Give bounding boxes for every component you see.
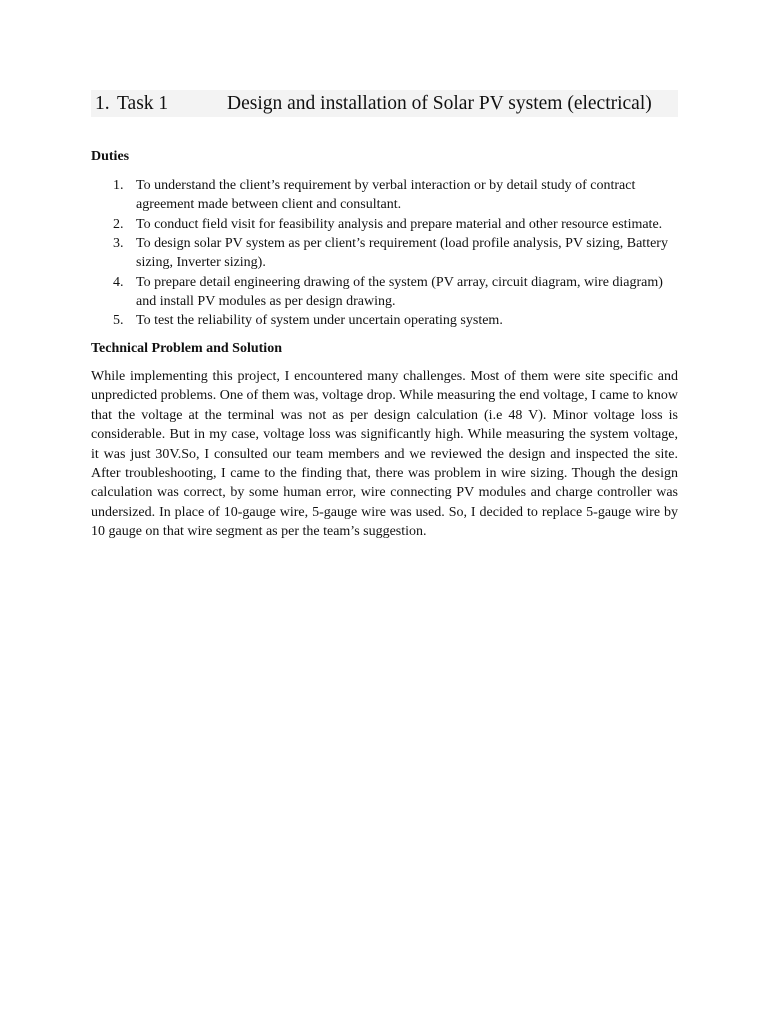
duty-text: To test the reliability of system under uncertain operating system. (136, 313, 503, 328)
heading-title: Design and installation of Solar PV system (electrical) (227, 93, 652, 114)
heading-number: 1. (95, 93, 110, 114)
duty-text: To prepare detail engineering drawing of the system (PV array, circuit diagram, wire diagram) and install PV modules as per design drawing. (136, 274, 663, 309)
duty-item (91, 311, 678, 330)
duty-item (91, 234, 678, 272)
duty-marker: 1. (113, 178, 124, 193)
duty-marker: 2. (113, 216, 124, 232)
duty-marker: 5. (113, 313, 124, 328)
duty-item (91, 273, 678, 311)
duties-title: Duties (91, 149, 130, 164)
duty-item (91, 215, 678, 234)
duty-marker: 3. (113, 236, 124, 251)
duty-item (91, 176, 678, 214)
task-heading (91, 90, 678, 117)
duties-list (91, 176, 678, 330)
technical-paragraph: While implementing this project, I encountered many challenges. Most of them were site specific and unpredicted problems. One of them was, voltage drop. While measuring the end voltage, I came to know that the voltage at the terminal was not as per design calculation (i.e 48 V). Minor voltage loss is considerable. But in my case, voltage loss was significantly high. While measuring the system voltage, it was just 30V.So, I consulted our team members and we reviewed the design and inspected the site. After troubleshooting, I came to the finding that, there was problem in wire sizing. Though the design calculation was correct, by some human error, wire connecting PV modules and charge controller was undersized. In place of 10-gauge wire, 5-gauge wire was used. So, I decided to replace 5-gauge wire by 10 gauge on that wire segment as per the team’s suggestion. (91, 369, 678, 540)
duty-text: To design solar PV system as per client’s requirement (load profile analysis, PV sizing, Battery sizing, Inverter sizing). (136, 236, 668, 270)
technical-title: Technical Problem and Solution (91, 341, 282, 356)
heading-task-label: Task 1 (117, 93, 169, 114)
duty-text: To understand the client’s requirement by verbal interaction or by detail study of contract agreement made between client and consultant. (136, 178, 636, 212)
duty-marker: 4. (113, 274, 124, 290)
duty-text: To conduct field visit for feasibility analysis and prepare material and other resource estimate. (136, 216, 663, 232)
document-page (91, 90, 678, 542)
